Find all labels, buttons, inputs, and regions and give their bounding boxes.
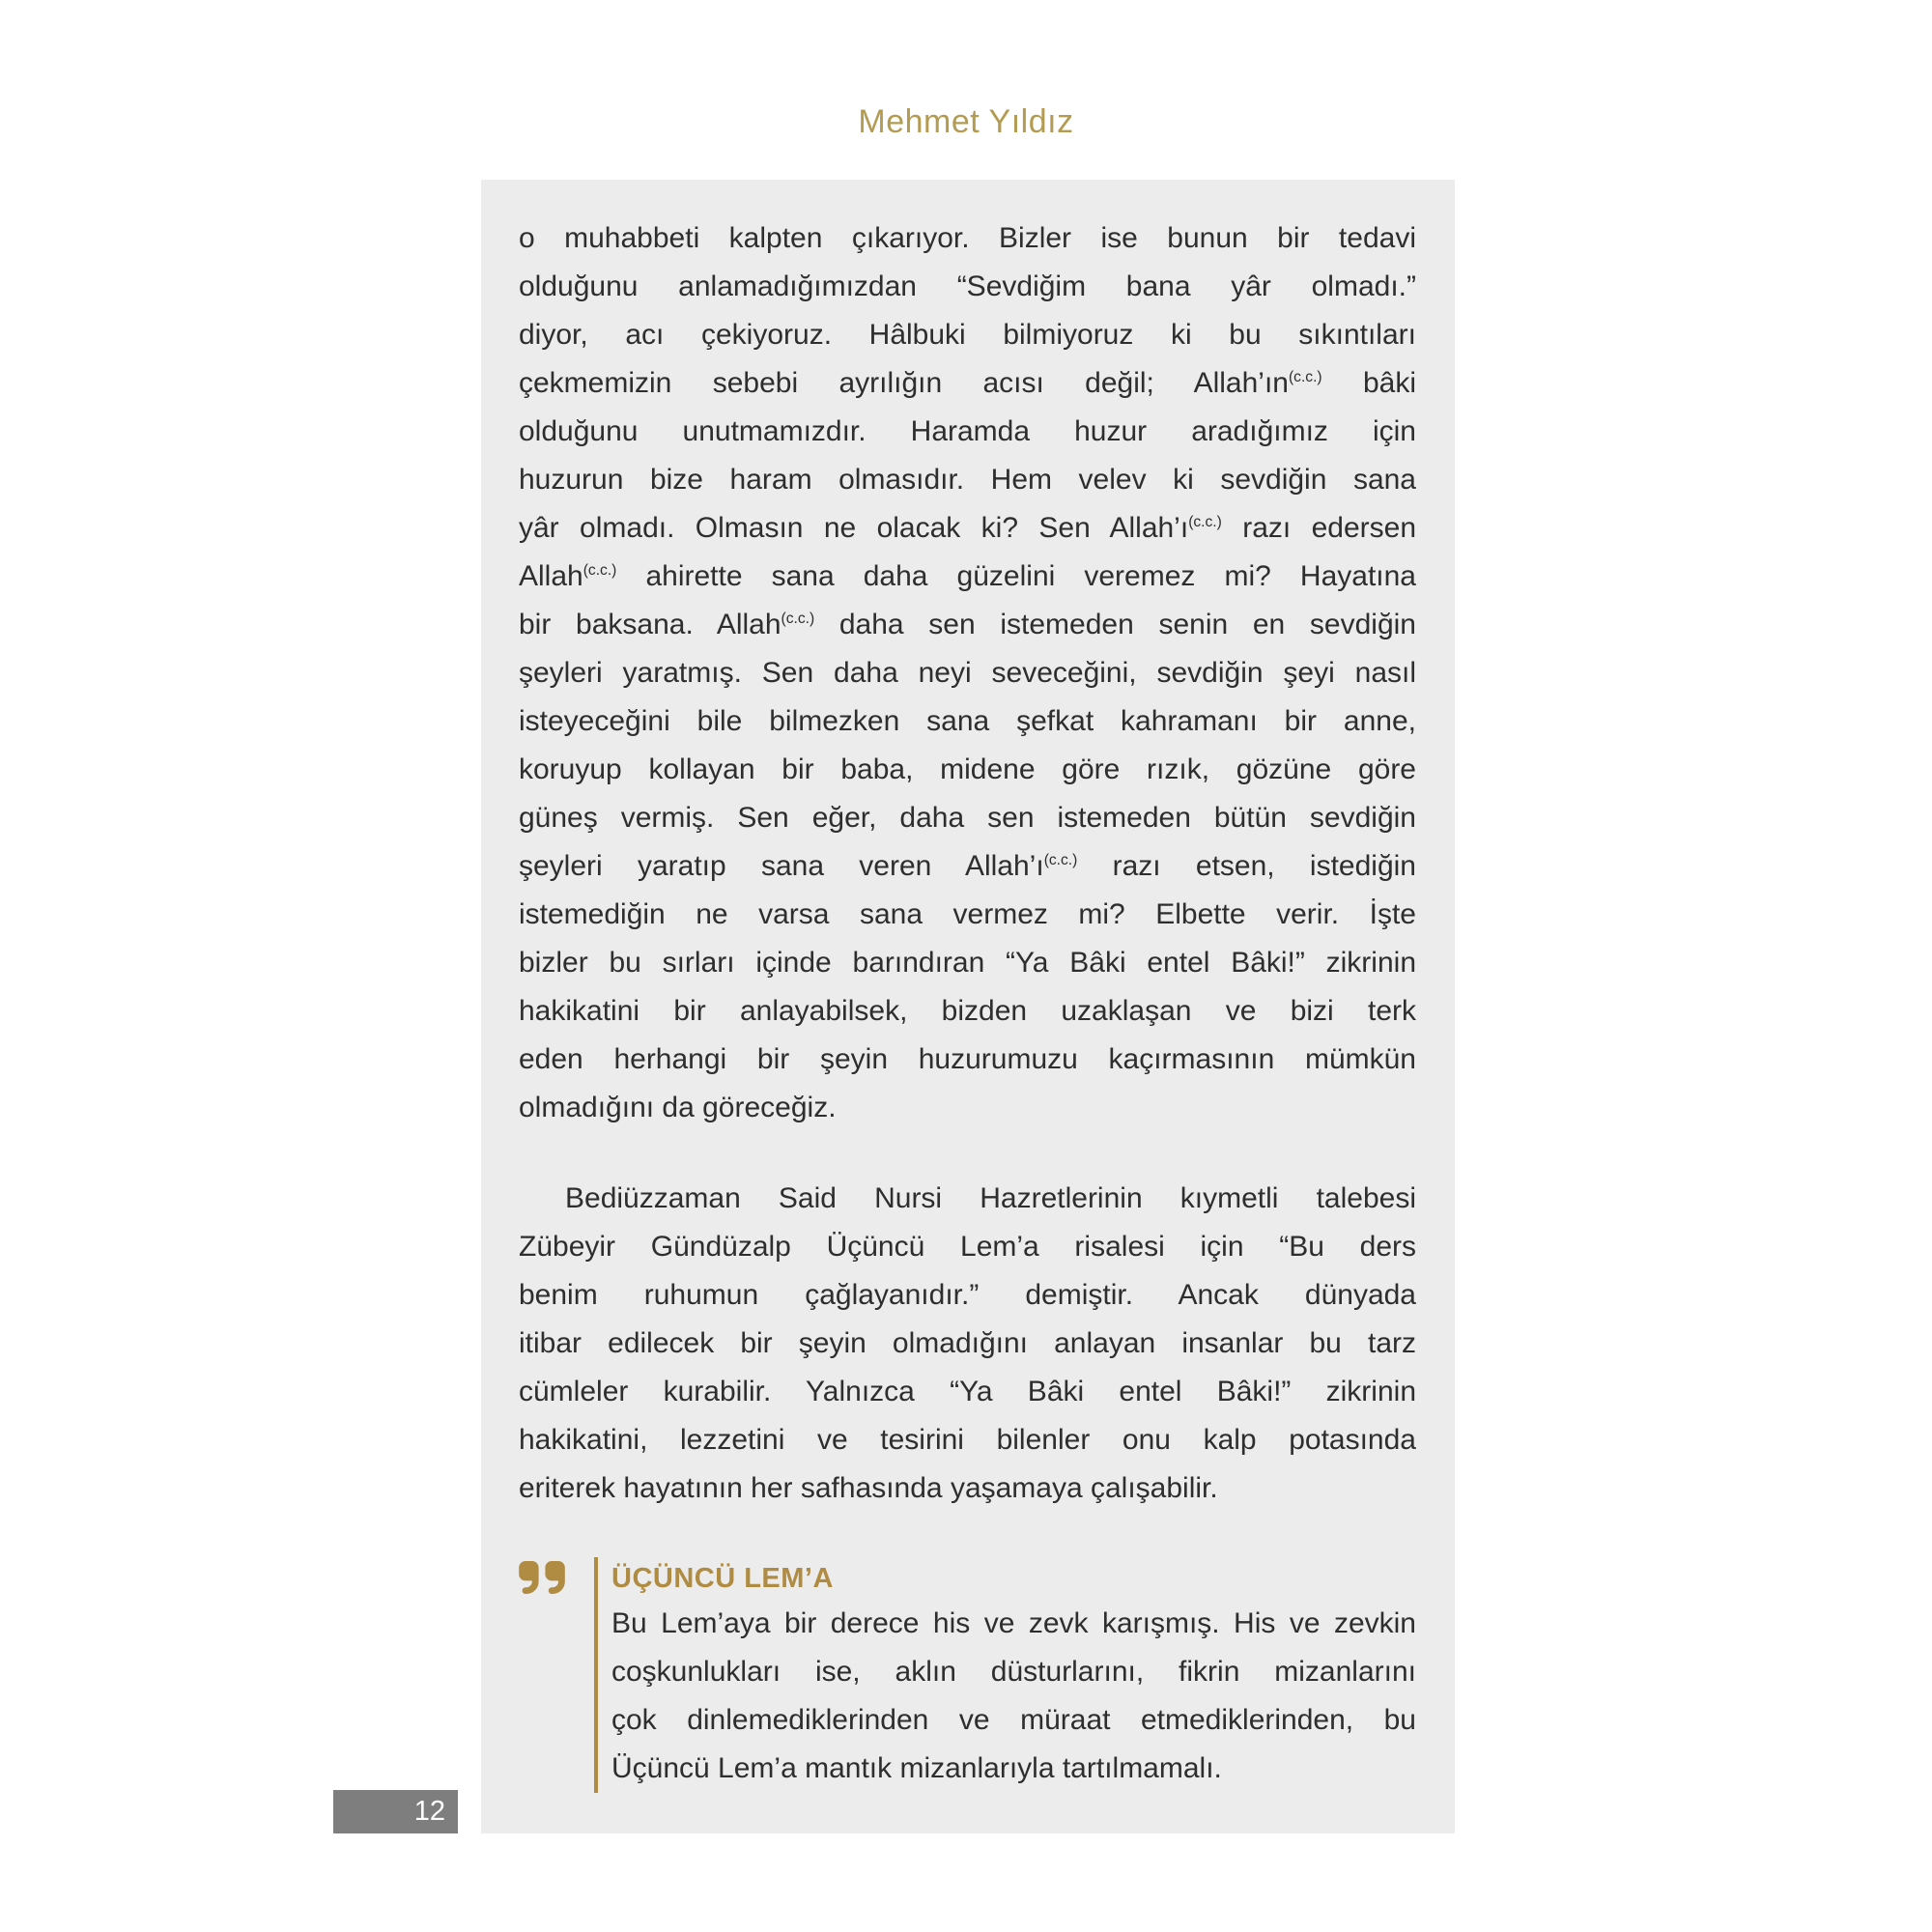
- superscript-note: (c.c.): [781, 611, 815, 627]
- quote-text-line: Üçüncü Lem’a mantık mizanlarıyla tartılmamalı.: [611, 1752, 1222, 1784]
- text-line: diyor, acı çekiyoruz. Hâlbuki bilmiyoruz ki bu sıkıntıları: [519, 319, 1416, 351]
- text-line: [519, 504, 1416, 553]
- superscript-note: (c.c.): [582, 562, 617, 579]
- text-line: o muhabbeti kalpten çıkarıyor. Bizler ise bunun bir tedavi: [519, 222, 1416, 254]
- text-line: koruyup kollayan bir baba, midene göre rızık, gözüne göre: [519, 753, 1416, 785]
- quote-text-line: coşkunlukları ise, aklın düsturlarını, fikrin mizanlarını: [611, 1656, 1416, 1688]
- text-line: eden herhangi bir şeyin huzurumuzu kaçırmasının mümkün: [519, 1043, 1416, 1075]
- text-segment: çekmemizin sebebi ayrılığın acısı değil; Allah’ın: [519, 367, 1289, 399]
- text-line: [519, 601, 1416, 649]
- text-segment: şeyleri yaratıp sana veren Allah’ı: [519, 850, 1044, 882]
- superscript-note: (c.c.): [1043, 852, 1078, 868]
- paragraph-2: [519, 1175, 1416, 1513]
- double-quote-right-icon: [519, 1581, 565, 1598]
- text-segment: ahirette sana daha güzelini veremez mi? Hayatına: [616, 560, 1416, 592]
- quote-icon-column: [519, 1557, 594, 1793]
- blockquote: [519, 1557, 1416, 1793]
- quote-title: ÜÇÜNCÜ LEM’A: [611, 1563, 834, 1594]
- text-line: Zübeyir Gündüzalp Üçüncü Lem’a risalesi için “Bu ders: [519, 1231, 1416, 1263]
- text-line: şeyleri yaratmış. Sen daha neyi seveceğini, sevdiğin şeyi nasıl: [519, 657, 1416, 689]
- text-segment: bir baksana. Allah: [519, 609, 781, 640]
- text-line: eriterek hayatının her safhasında yaşamaya çalışabilir.: [519, 1472, 1218, 1504]
- content-panel: [481, 180, 1455, 1833]
- superscript-note: (c.c.): [1188, 514, 1222, 530]
- paragraph-1: [519, 214, 1416, 1132]
- text-line: huzurun bize haram olmasıdır. Hem velev ki sevdiğin sana: [519, 464, 1416, 496]
- text-line: bizler bu sırları içinde barındıran “Ya Bâki entel Bâki!” zikrinin: [519, 947, 1416, 979]
- text-line: olmadığını da göreceğiz.: [519, 1092, 837, 1123]
- page-header-author: Mehmet Yıldız: [858, 103, 1074, 140]
- text-line: güneş vermiş. Sen eğer, daha sen istemeden bütün sevdiğin: [519, 802, 1416, 834]
- superscript-note: (c.c.): [1288, 369, 1322, 385]
- text-line: istemediğin ne varsa sana vermez mi? Elbette verir. İşte: [519, 898, 1416, 930]
- text-line: [519, 553, 1416, 601]
- text-segment: daha sen istemeden senin en sevdiğin: [814, 609, 1416, 640]
- text-segment: razı etsen, istediğin: [1077, 850, 1416, 882]
- text-line: benim ruhumun çağlayanıdır.” demiştir. Ancak dünyada: [519, 1279, 1416, 1311]
- text-line: isteyeceğini bile bilmezken sana şefkat kahramanı bir anne,: [519, 705, 1416, 737]
- text-line: [519, 359, 1416, 408]
- text-line: olduğunu anlamadığımızdan “Sevdiğim bana yâr olmadı.”: [519, 270, 1416, 302]
- page-number-badge: 12: [333, 1790, 458, 1833]
- text-line: hakikatini, lezzetini ve tesirini bilenler onu kalp potasında: [519, 1424, 1416, 1456]
- text-segment: yâr olmadı. Olmasın ne olacak ki? Sen Allah’ı: [519, 512, 1189, 544]
- text-line: Bediüzzaman Said Nursi Hazretlerinin kıymetli talebesi: [565, 1182, 1416, 1214]
- text-line: cümleler kurabilir. Yalnızca “Ya Bâki entel Bâki!” zikrinin: [519, 1376, 1416, 1407]
- quote-text-line: Bu Lem’aya bir derece his ve zevk karışmış. His ve zevkin: [611, 1607, 1416, 1639]
- text-segment: Allah: [519, 560, 583, 592]
- quote-text-line: çok dinlemediklerinden ve müraat etmediklerinden, bu: [611, 1704, 1416, 1736]
- text-segment: bâki: [1321, 367, 1416, 399]
- text-line: hakikatini bir anlayabilsek, bizden uzaklaşan ve bizi terk: [519, 995, 1416, 1027]
- text-line: [519, 842, 1416, 891]
- text-line: olduğunu unutmamızdır. Haramda huzur aradığımız için: [519, 415, 1416, 447]
- quote-body: [598, 1557, 1416, 1793]
- text-segment: razı edersen: [1221, 512, 1416, 544]
- text-line: itibar edilecek bir şeyin olmadığını anlayan insanlar bu tarz: [519, 1327, 1416, 1359]
